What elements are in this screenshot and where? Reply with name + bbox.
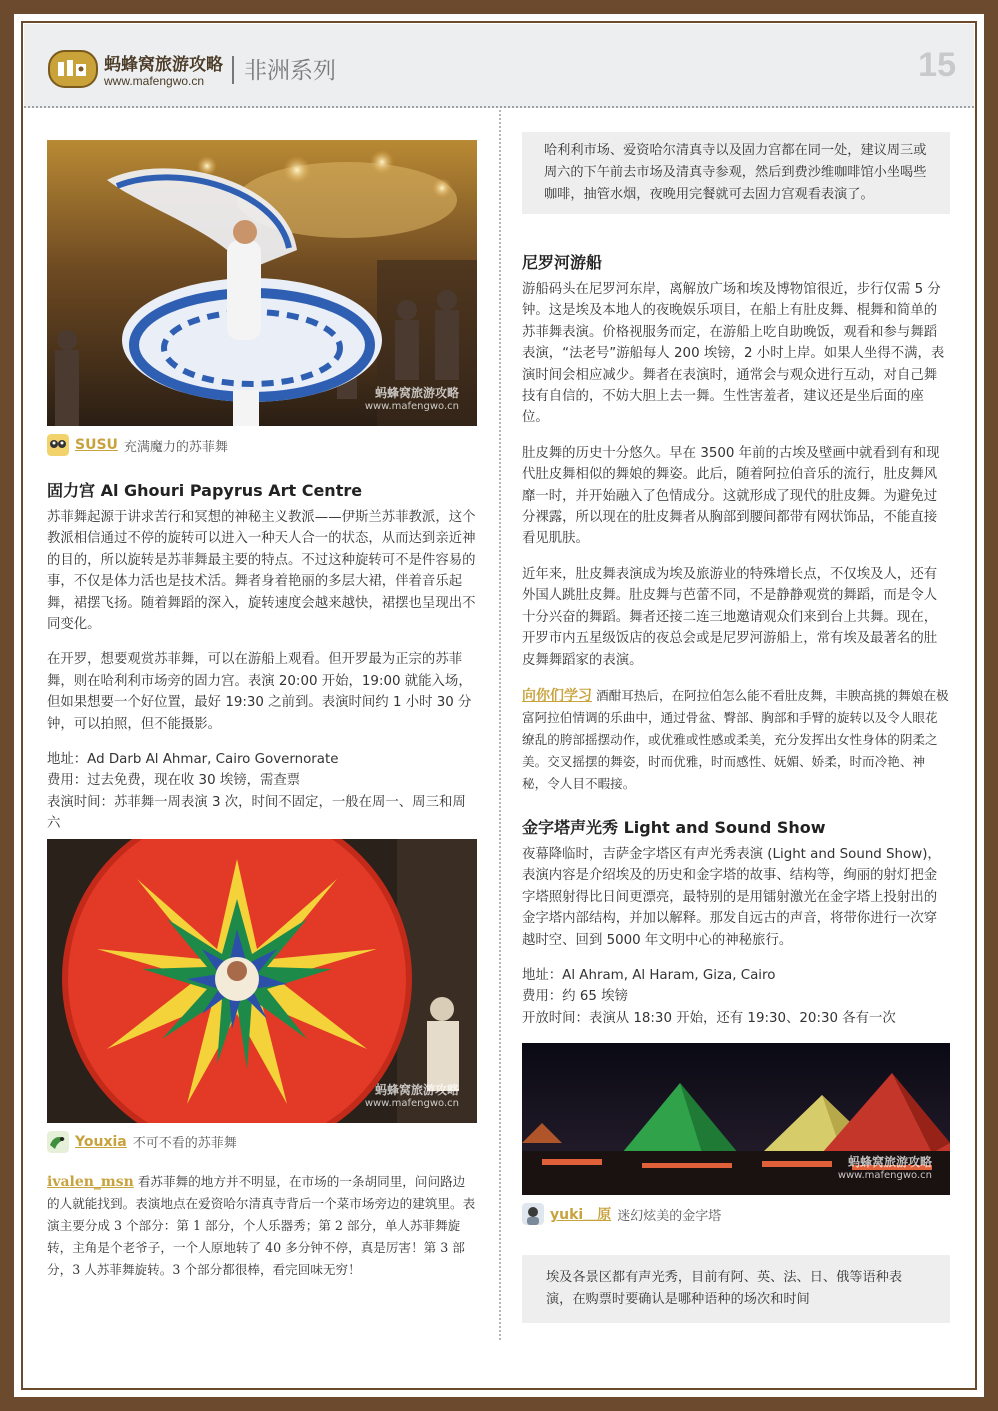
photo-caption: [522, 1203, 950, 1225]
mafengwo-logo-icon: [48, 50, 98, 88]
page-number: 15: [918, 46, 956, 84]
tanoura-dance-photo: [47, 839, 477, 1123]
logo-url: www.mafengwo.cn: [104, 74, 205, 88]
address-line: 地址：Al Ahram, Al Haram, Giza, Cairo: [522, 967, 776, 983]
photo-caption: [47, 434, 477, 456]
section-title: 金字塔声光秀 Light and Sound Show: [522, 817, 826, 837]
time-line: 开放时间：表演从 18:30 开始，还有 19:30、20:30 各有一次: [522, 1010, 896, 1026]
paragraph: 苏菲舞起源于讲求苦行和冥想的神秘主义教派——伊斯兰苏菲教派，这个教派相信通过不停的旋转可以进入一种天人合一的状态，从而达到亲近神的目的，所以旋转是苏菲舞最主要的特点。不过这种旋转可不是件容易的事，不仅是体力活也是技术活。舞者身着艳丽的多层大裙，伴着音乐起舞，裙摆飞扬。随着舞蹈的深入，旋转速度会越来越快，裙摆也呈现出不同变化。: [47, 510, 476, 633]
avatar: [47, 1131, 69, 1153]
paragraph: 近年来，肚皮舞表演成为埃及旅游业的特殊增长点，不仅埃及人，还有外国人跳肚皮舞。肚皮舞与芭蕾不同，不是静静观赏的舞蹈，而是令人十分兴奋的舞蹈。舞者还接二连三地邀请观众们来到台上共舞。现在，开罗市内五星级饭店的夜总会或是尼罗河游船上，常有埃及最著名的肚皮舞舞蹈家的表演。: [522, 566, 938, 668]
section-title: 固力宫 Al Ghouri Papyrus Art Centre: [47, 481, 363, 500]
user-quote: [522, 685, 950, 795]
logo-name: 蚂蜂窝旅游攻略: [104, 55, 223, 75]
watermark-url: www.mafengwo.cn: [364, 401, 459, 412]
fee-line: 费用：过去免费，现在收 30 埃镑，需查票: [47, 773, 301, 789]
photo-watermark: [365, 1081, 459, 1109]
photo-caption: [47, 1131, 477, 1153]
paragraph: 游船码头在尼罗河东岸，离解放广场和埃及博物馆很近，步行仅需 5 分钟。这是埃及本地人的夜晚娱乐项目，在船上有肚皮舞、棍舞和简单的苏菲舞表演。价格视服务而定，在游船上吃自助晚饭，观看和参与舞蹈表演，“法老号”游船每人 200 埃镑，2 小时上岸。如果人坐得不满，表演时间会相应减少。舞者在表演时，通常会与观众进行互动，对自己舞技有自信的，不妨大胆上去一舞。生性害羞者，建议还是坐后面的座位。: [522, 282, 945, 426]
tip-box: 埃及各景区都有声光秀，目前有阿、英、法、日、俄等语种表演，在购票时要确认是哪种语种的场次和时间: [522, 1255, 950, 1323]
caption-text: 不可不看的苏菲舞: [132, 1136, 237, 1152]
photo-watermark: [365, 384, 459, 412]
quote-text: 酒酣耳热后，在阿拉伯怎么能不看肚皮舞，丰腴高挑的舞娘在极富阿拉伯情调的乐曲中，通过骨盆、臀部、胸部和手臂的旋转以及令人眼花缭乱的胯部摇摆动作，或优雅或性感或柔美，充分发挥出女性身体的阴柔之美。交叉摇摆的舞姿，时而优雅，时而感性、妩媚、娇柔，时而冷艳、神秘，令人目不暇接。: [522, 687, 949, 791]
right-column: [522, 132, 950, 1323]
photo-watermark: [838, 1153, 932, 1181]
left-column: [47, 140, 477, 1281]
caption-text: 迷幻炫美的金字塔: [617, 1208, 722, 1224]
fee-line: 费用：约 65 埃镑: [522, 989, 628, 1005]
paragraph: 夜幕降临时，吉萨金字塔区有声光秀表演 (Light and Sound Show)，表演内容是介绍埃及的历史和金字塔的故事、结构等，绚丽的射灯把金字塔照射得比日间更漂亮，最特别的是用镭射激光在金字塔上投射出的金字塔内部结构，并加以解释。那发自远古的声音，将带你进行一次穿越时空、回到 5000 年文明中心的神秘旅行。: [522, 846, 941, 948]
series-title: 非洲系列: [244, 58, 336, 84]
user-quote: [47, 1171, 477, 1281]
watermark-name: 蚂蜂窝旅游攻略: [847, 1155, 932, 1170]
watermark-name: 蚂蜂窝旅游攻略: [374, 1082, 459, 1097]
avatar: [522, 1203, 544, 1225]
sufi-dance-photo: [47, 140, 477, 426]
paragraph: 肚皮舞的历史十分悠久。早在 3500 年前的古埃及壁画中就看到有和现代肚皮舞相似的舞娘的舞姿。此后，随着阿拉伯音乐的流行，肚皮舞风靡一时，并开始融入了色情成分。这就形成了现代的肚皮舞。为避免过分裸露，所以现在的肚皮舞者从胸部到腰间都带有网状饰品，不能直接看见肌肤。: [522, 445, 940, 547]
watermark-url: www.mafengwo.cn: [364, 1097, 459, 1109]
watermark-url: www.mafengwo.cn: [837, 1170, 932, 1182]
quote-user-link[interactable]: ivalen_msn: [47, 1173, 134, 1190]
paragraph: 在开罗，想要观赏苏菲舞，可以在游船上观看。但开罗最为正宗的苏菲舞，则在哈利利市场旁的固力宫。表演 20:00 开始，19:00 就能入场，但如果想要一个好位置，最好 19:30 之前到。表演时间约 1 小时 30 分钟，可以拍照，但不能摄影。: [47, 652, 472, 732]
watermark-name: 蚂蜂窝旅游攻略: [374, 386, 459, 400]
address-line: 地址：Ad Darb Al Ahmar, Cairo Governorate: [47, 752, 339, 768]
page-header: [24, 24, 974, 108]
caption-user-link[interactable]: yuki＿原: [550, 1207, 612, 1224]
section-title: 尼罗河游船: [522, 253, 603, 272]
caption-user-link[interactable]: Youxia: [75, 1133, 127, 1150]
tip-box: 哈利利市场、爱资哈尔清真寺以及固力宫都在同一处，建议周三或周六的下午前去市场及清真寺参观，然后到费沙维咖啡馆小坐喝些咖啡，抽管水烟，夜晚用完餐就可去固力宫观看表演了。: [522, 132, 950, 214]
quote-text: 看苏菲舞的地方并不明显，在市场的一条胡同里，问问路边的人就能找到。表演地点在爱资哈尔清真寺背后一个菜市场旁边的建筑里。表演主要分成 3 个部分：第 1 部分，个人乐器秀；第 2 部分，单人苏菲舞旋转，主角是个老爷子，一个人原地转了 40 多分钟不停，真是厉害！第 3 部分，3 人苏菲舞旋转。3 个部分都很棒，看完回味无穷！: [47, 1173, 476, 1277]
pyramids-photo: [522, 1043, 950, 1195]
time-line: 表演时间：苏菲舞一周表演 3 次，时间不固定，一般在周一、周三和周六: [47, 794, 466, 832]
column-divider: [499, 110, 501, 1340]
header-separator: [232, 56, 234, 84]
avatar: [47, 434, 69, 456]
quote-user-link[interactable]: 向你们学习: [522, 687, 592, 704]
caption-user-link[interactable]: SUSU: [75, 437, 118, 453]
caption-text: 充满魔力的苏菲舞: [123, 439, 228, 455]
